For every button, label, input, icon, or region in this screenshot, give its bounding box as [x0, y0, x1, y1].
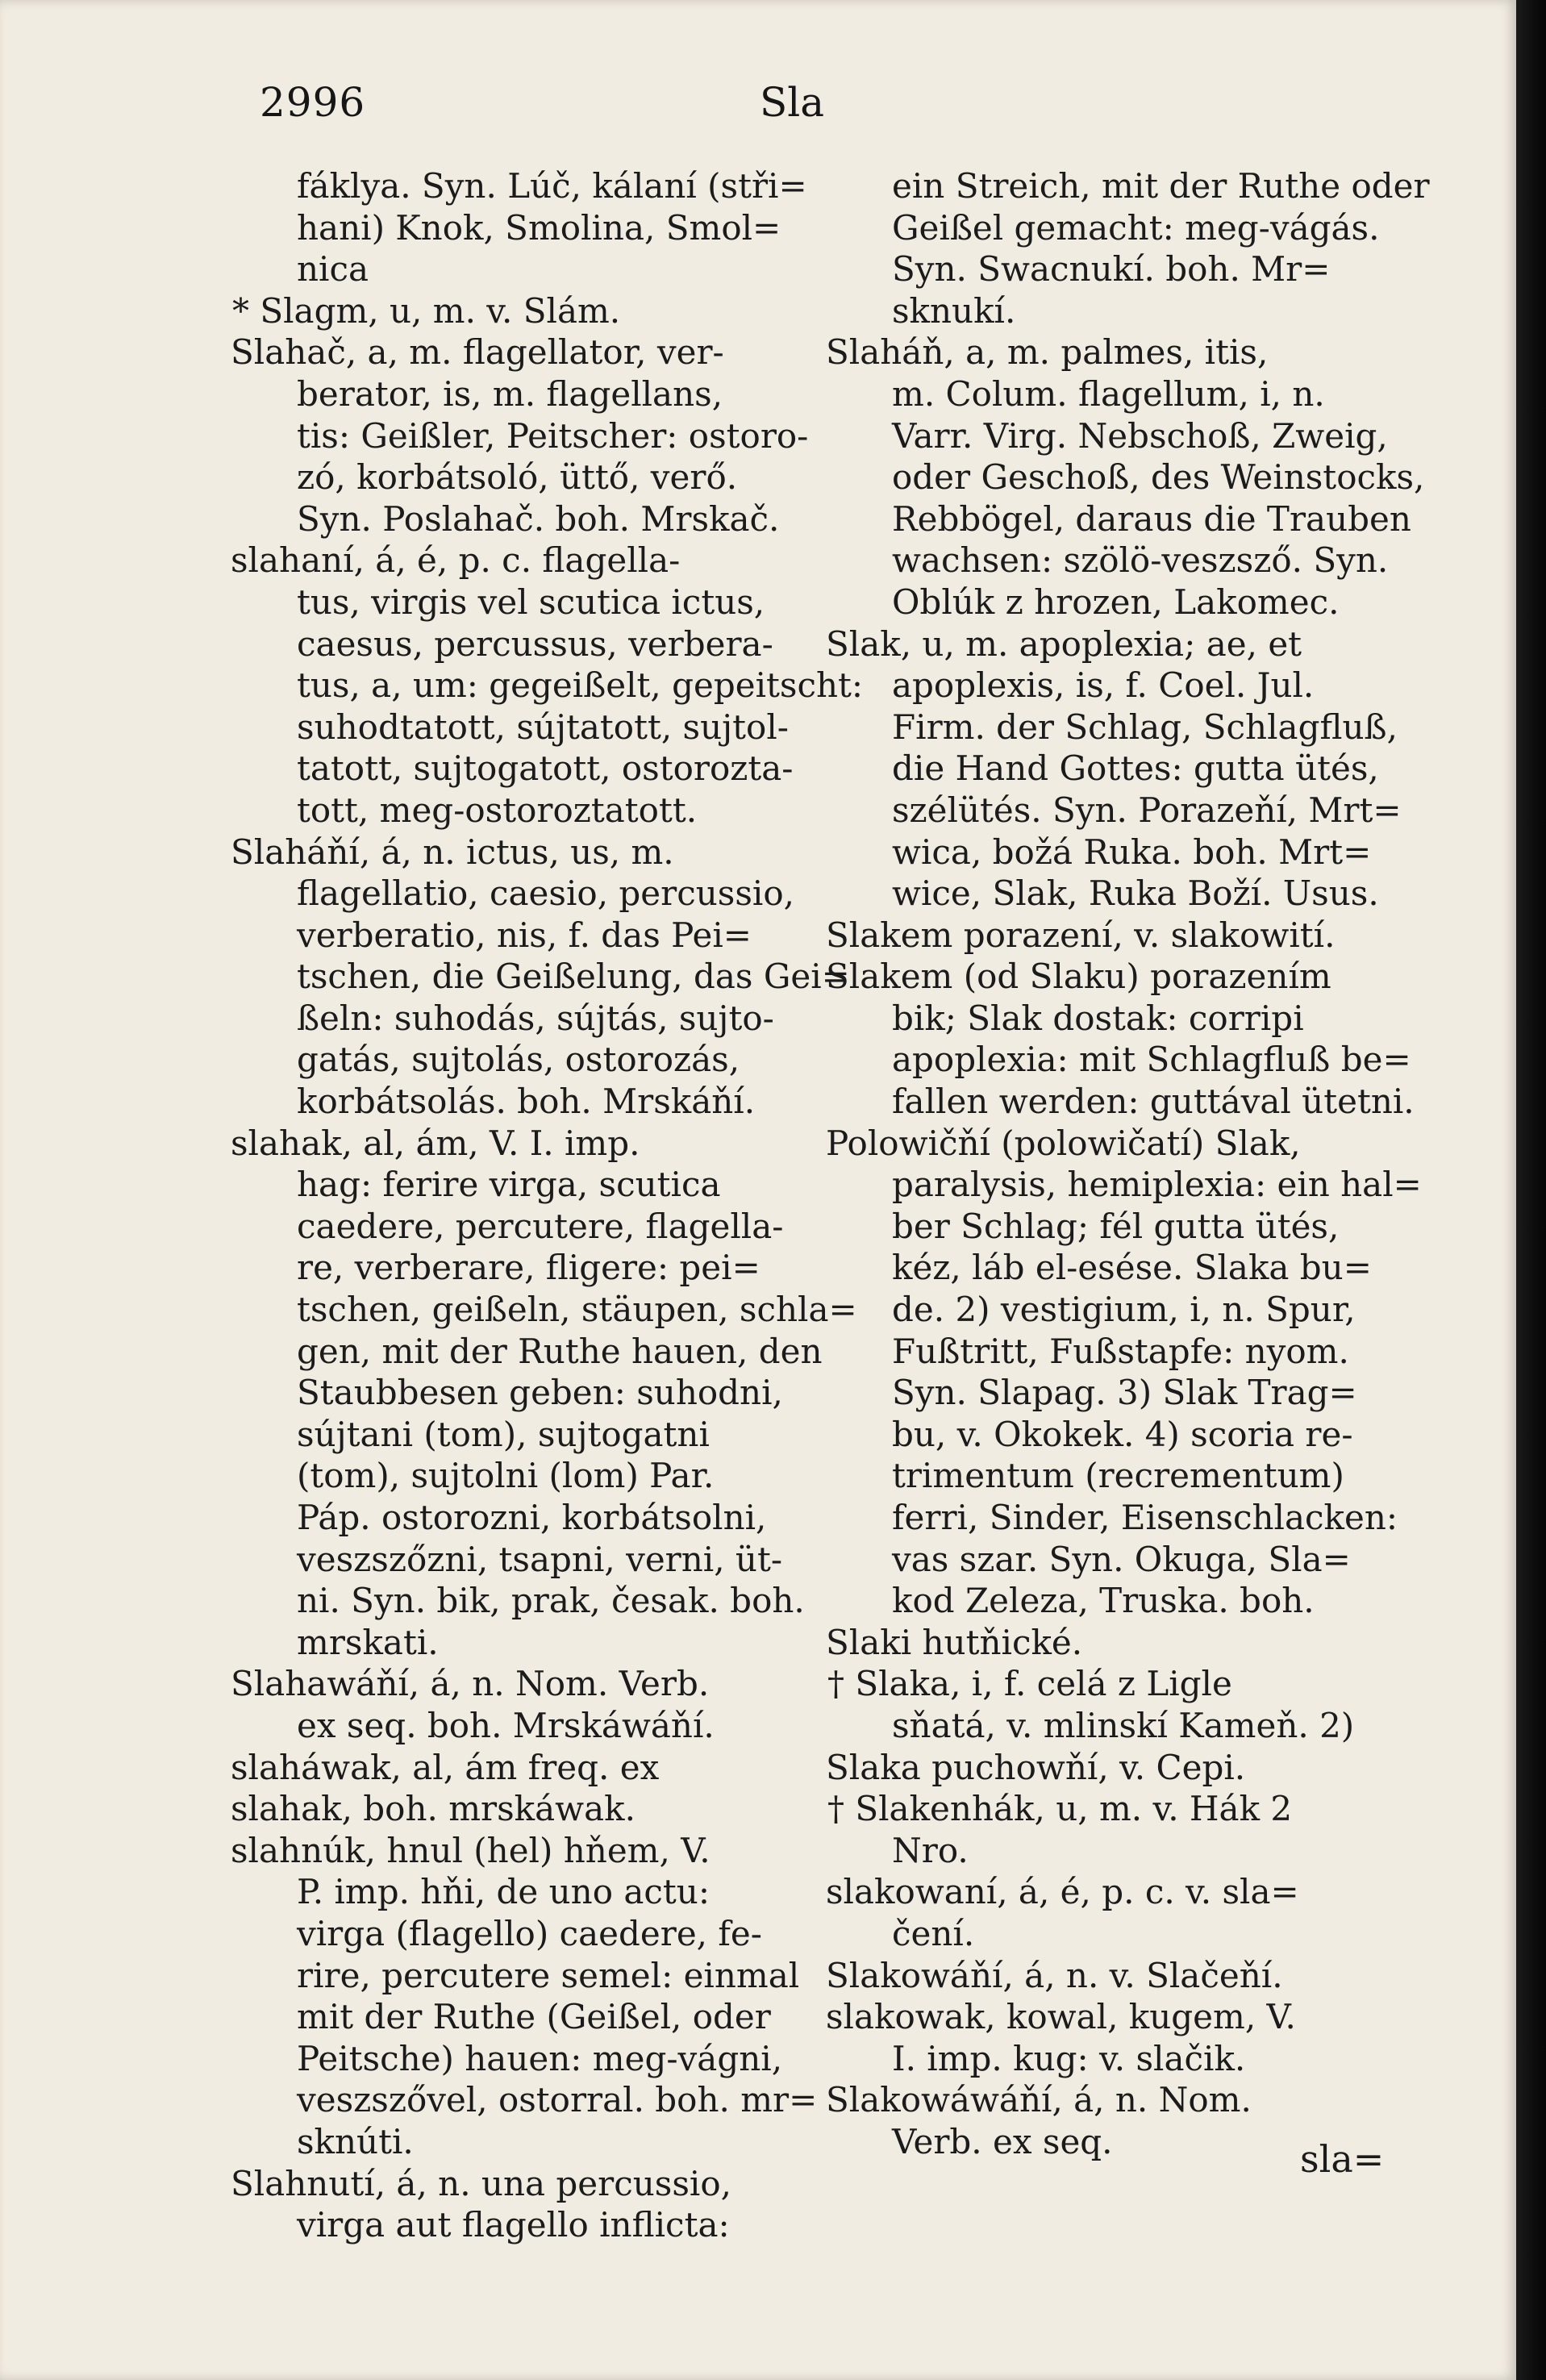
right-column-line: kéz, láb el-esése. Slaka bu= [892, 1248, 1372, 1288]
right-column-line: Slaka puchowňí, v. Cepi. [826, 1747, 1246, 1787]
left-column-line: sknúti. [297, 2121, 414, 2161]
left-column-line: Slahač, a, m. flagellator, ver- [231, 332, 724, 373]
left-column-line: Syn. Poslahač. boh. Mrskač. [297, 498, 780, 539]
right-column-line: szélütés. Syn. Porazeňí, Mrt= [892, 790, 1402, 830]
left-column-line: slahaní, á, é, p. c. flagella- [231, 540, 681, 581]
left-column-line: gen, mit der Ruthe hauen, den [297, 1331, 823, 1371]
right-column-line: Slaháň, a, m. palmes, itis, [826, 332, 1269, 373]
right-column-line: vas szar. Syn. Okuga, Sla= [892, 1539, 1351, 1579]
right-column-line: ein Streich, mit der Ruthe oder [892, 166, 1430, 206]
left-column-line: Peitsche) hauen: meg-vágni, [297, 2038, 783, 2078]
left-column-line: Slahnutí, á, n. una percussio, [231, 2163, 731, 2203]
right-column-line: fallen werden: guttával ütetni. [892, 1082, 1415, 1122]
left-column-line: tott, meg-ostoroztatott. [297, 790, 698, 830]
right-column-line: † Slaka, i, f. celá z Ligle [827, 1664, 1232, 1704]
right-column-line: sknukí. [892, 290, 1016, 331]
left-column [231, 165, 864, 2246]
left-column-line: tus, virgis vel scutica ictus, [297, 581, 765, 622]
right-column-line: oder Geschoß, des Weinstocks, [892, 457, 1425, 498]
right-column-line: bu, v. Okokek. 4) scoria re- [892, 1414, 1353, 1454]
left-column-line: fáklya. Syn. Lúč, kálaní (stři= [297, 166, 807, 206]
right-column-line: čení. [892, 1913, 975, 1953]
right-column-line: de. 2) vestigium, i, n. Spur, [892, 1290, 1356, 1330]
right-column-line: wica, božá Ruka. boh. Mrt= [892, 832, 1372, 872]
right-column-line: wachsen: szölö-veszsző. Syn. [892, 540, 1389, 581]
left-column-line: ex seq. boh. Mrskáwáňí. [297, 1705, 715, 1745]
right-column-line: bik; Slak dostak: corripi [892, 998, 1304, 1038]
left-column-line: rire, percutere semel: einmal [297, 1955, 800, 1995]
left-column-line: sújtani (tom), sujtogatni [297, 1414, 710, 1454]
right-column-line: Slakem porazení, v. slakowití. [826, 915, 1336, 955]
left-column-line: suhodtatott, sújtatott, sujtol- [297, 706, 789, 747]
left-column-line: virga aut flagello inflicta: [297, 2205, 730, 2245]
right-column-line: Syn. Swacnukí. boh. Mr= [892, 249, 1331, 290]
right-column-line: I. imp. kug: v. slačik. [892, 2038, 1246, 2078]
left-column-line: nica [297, 249, 369, 290]
left-column-line: slahak, boh. mrskáwak. [231, 1789, 635, 1829]
left-column-line: caedere, percutere, flagella- [297, 1206, 784, 1246]
right-column-line: Varr. Virg. Nebschoß, Zweig, [892, 415, 1388, 456]
right-column-line: sňatá, v. mlinskí Kameň. 2) [892, 1705, 1355, 1745]
left-column-line: Staubbesen geben: suhodni, [297, 1373, 783, 1413]
left-column-line: tis: Geißler, Peitscher: ostoro- [297, 415, 809, 456]
left-column-line: * Slagm, u, m. v. Slám. [232, 290, 621, 331]
right-column-line: Geißel gemacht: meg-vágás. [892, 207, 1380, 248]
left-column-line: veszszőzni, tsapni, verni, üt- [297, 1539, 783, 1579]
left-column-line: ßeln: suhodás, sújtás, sujto- [297, 998, 774, 1038]
left-column-line: zó, korbátsoló, üttő, verő. [297, 457, 738, 498]
right-column-line: kod Zeleza, Truska. boh. [892, 1581, 1315, 1621]
right-column-line: Oblúk z hrozen, Lakomec. [892, 581, 1340, 622]
left-column-line: tschen, geißeln, stäupen, schla= [297, 1290, 857, 1330]
left-column-line: ni. Syn. bik, prak, česak. boh. [297, 1581, 805, 1621]
right-column-line: Verb. ex seq. [892, 2121, 1113, 2161]
right-column-line: slakowak, kowal, kugem, V. [826, 1997, 1296, 2037]
right-column-line: m. Colum. flagellum, i, n. [892, 373, 1325, 414]
left-column-line: Slaháňí, á, n. ictus, us, m. [231, 832, 674, 872]
left-column-line: Páp. ostorozni, korbátsolni, [297, 1498, 767, 1537]
right-column-line: die Hand Gottes: gutta ütés, [892, 748, 1379, 789]
left-column-line: slaháwak, al, ám freq. ex [231, 1747, 660, 1787]
left-column-line: slahak, al, ám, V. I. imp. [231, 1123, 640, 1163]
left-column-line: virga (flagello) caedere, fe- [297, 1913, 762, 1953]
page-number: 2996 [260, 79, 366, 126]
left-column-line: tschen, die Geißelung, das Gei= [297, 957, 850, 997]
right-column-line: Slaki hutňické. [826, 1622, 1083, 1662]
right-column-line: Slakowáwáňí, á, n. Nom. [826, 2080, 1252, 2120]
left-column-line: (tom), sujtolni (lom) Par. [297, 1456, 715, 1496]
left-column-line: hani) Knok, Smolina, Smol= [297, 207, 781, 248]
left-column-line: veszszővel, ostorral. boh. mr= [297, 2080, 818, 2120]
left-column-line: Slahawáňí, á, n. Nom. Verb. [231, 1664, 710, 1704]
right-column-line: † Slakenhák, u, m. v. Hák 2 [827, 1789, 1293, 1829]
catchword: sla= [1300, 2137, 1385, 2181]
right-column-line: Slakem (od Slaku) porazením [826, 957, 1331, 997]
left-column-line: hag: ferire virga, scutica [297, 1165, 721, 1205]
right-column-line: Slakowáňí, á, n. v. Slačeňí. [826, 1955, 1283, 1995]
book-edge [1516, 0, 1546, 2380]
right-column-line: ferri, Sinder, Eisenschlacken: [892, 1498, 1398, 1537]
right-column-line: Fußtritt, Fußstapfe: nyom. [892, 1331, 1349, 1371]
left-column-line: mrskati. [297, 1622, 439, 1662]
left-column-line: tus, a, um: gegeißelt, gepeitscht: [297, 665, 864, 706]
left-column-line: P. imp. hňi, de uno actu: [297, 1872, 710, 1912]
left-column-line: caesus, percussus, verbera- [297, 623, 773, 664]
left-column-line: korbátsolás. boh. Mrskáňí. [297, 1082, 756, 1122]
right-column-line: Rebbögel, daraus die Trauben [892, 498, 1411, 539]
right-column-line: apoplexia: mit Schlagfluß be= [892, 1040, 1411, 1080]
left-column-line: tatott, sujtogatott, ostorozta- [297, 748, 794, 789]
left-column-line: flagellatio, caesio, percussio, [297, 873, 794, 914]
left-column-line: mit der Ruthe (Geißel, oder [297, 1997, 771, 2037]
right-column-line: trimentum (recrementum) [892, 1456, 1344, 1496]
right-column-line: Polowičňí (polowičatí) Slak, [826, 1123, 1301, 1163]
left-column-line: verberatio, nis, f. das Pei= [297, 915, 752, 955]
right-column-line: Syn. Slapag. 3) Slak Trag= [892, 1373, 1357, 1413]
left-column-line: slahnúk, hnul (hel) hňem, V. [231, 1830, 710, 1870]
running-head: Sla [760, 79, 825, 126]
right-column-line: Firm. der Schlag, Schlagfluß, [892, 706, 1398, 747]
right-column-line: apoplexis, is, f. Coel. Jul. [892, 665, 1315, 706]
right-column-line: Nro. [892, 1830, 969, 1870]
left-column-line: berator, is, m. flagellans, [297, 373, 723, 414]
right-column-line: paralysis, hemiplexia: ein hal= [892, 1165, 1422, 1205]
right-column-line: Slak, u, m. apoplexia; ae, et [826, 623, 1302, 664]
right-column [826, 165, 1430, 2163]
right-column-line: ber Schlag; fél gutta ütés, [892, 1206, 1340, 1246]
right-column-line: wice, Slak, Ruka Boží. Usus. [892, 873, 1379, 914]
right-column-line: slakowaní, á, é, p. c. v. sla= [826, 1872, 1299, 1912]
left-column-line: re, verberare, fligere: pei= [297, 1248, 760, 1288]
left-column-line: gatás, sujtolás, ostorozás, [297, 1040, 740, 1080]
